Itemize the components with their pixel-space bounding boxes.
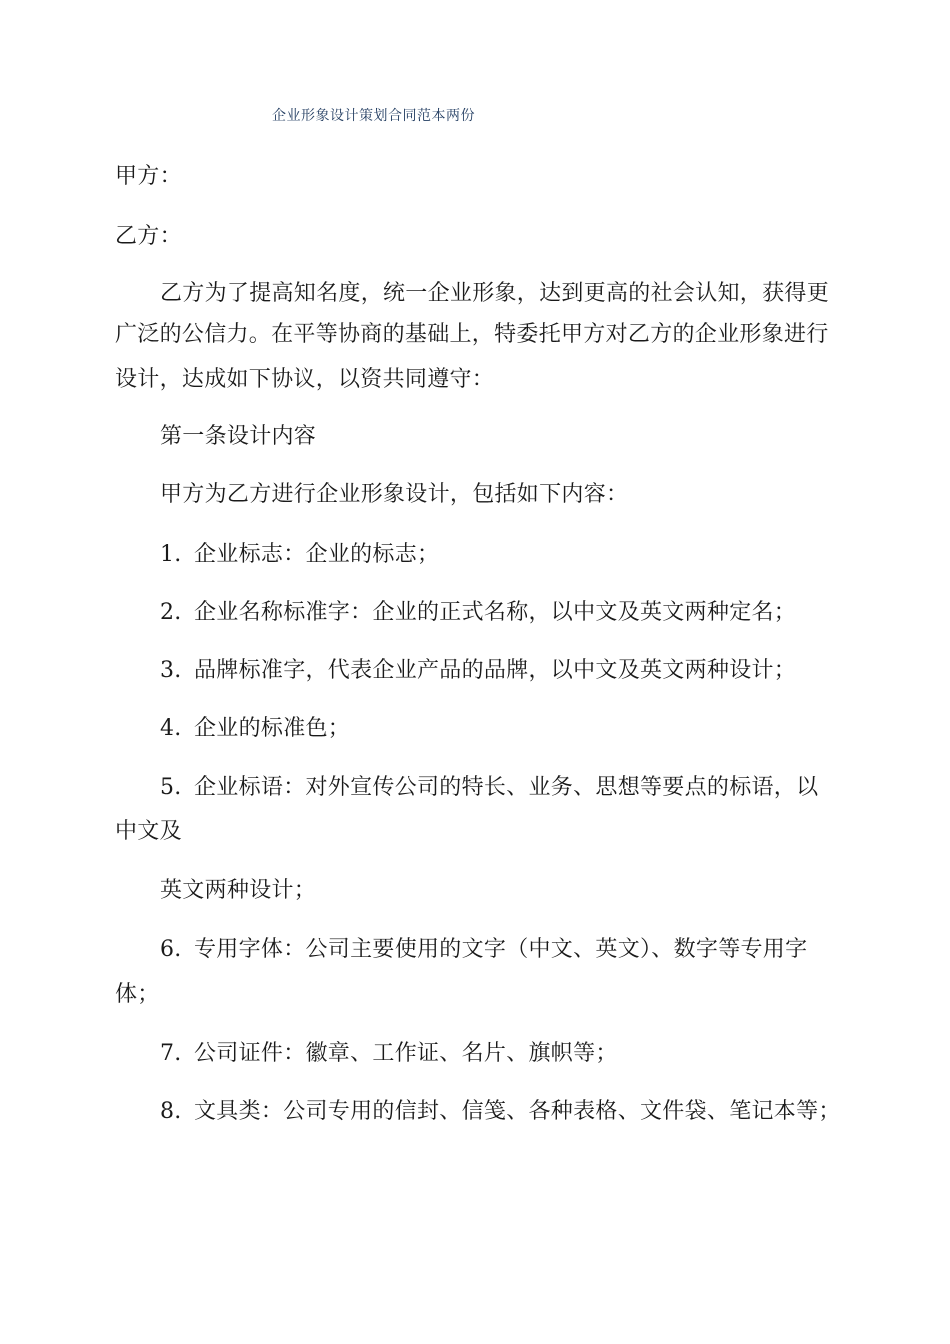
list-item-text: 文具类：公司专用的信封、信笺、各种表格、文件袋、笔记本等； [194,1099,841,1124]
list-item-text: 英文两种设计； [160,878,317,903]
intro-line-1: 乙方为了提高知名度，统一企业形象，达到更高的社会认知，获得更 [160,281,830,306]
list-item-text: 企业标志：企业的标志； [194,542,440,567]
list-item-continuation: 中文及 [115,819,182,844]
list-item-text: 企业的标准色； [194,716,351,741]
list-item-number: 3. [160,658,182,683]
list-item-text: 品牌标准字，代表企业产品的品牌，以中文及英文两种设计； [194,658,797,683]
intro-line-3: 设计，达成如下协议，以资共同遵守： [115,367,495,392]
list-item-number: 4. [160,716,182,741]
list-item-text: 企业名称标准字：企业的正式名称，以中文及英文两种定名； [194,600,797,625]
article-title: 第一条设计内容 [160,424,317,449]
list-item [160,540,439,570]
intro-line-2: 广泛的公信力。在平等协商的基础上，特委托甲方对乙方的企业形象进行 [115,322,829,347]
list-item-text: 专用字体：公司主要使用的文字（中文、英文）、数字等专用字 [194,937,808,962]
list-item-number: 8. [160,1099,182,1124]
list-item-continuation: 体； [115,982,160,1007]
list-item [160,598,796,628]
list-item [160,656,796,686]
list-item-number: 6. [160,937,182,962]
list-item-number: 2. [160,600,182,625]
list-item [160,773,818,803]
list-item [160,935,807,965]
list-item [160,876,316,906]
document-header-title: 企业形象设计策划合同范本两份 [272,108,475,124]
list-item-text: 企业标语：对外宣传公司的特长、业务、思想等要点的标语，以 [194,775,819,800]
list-item-number: 1. [160,542,182,567]
party-a-label: 甲方： [115,164,182,189]
list-item-number: 5. [160,775,182,800]
list-item [160,1097,841,1127]
list-item-number: 7. [160,1041,182,1066]
list-item [160,714,350,744]
list-item [160,1039,618,1069]
list-item-text: 公司证件：徽章、工作证、名片、旗帜等； [194,1041,618,1066]
party-b-label: 乙方： [115,224,182,249]
article-intro: 甲方为乙方进行企业形象设计，包括如下内容： [160,482,629,507]
